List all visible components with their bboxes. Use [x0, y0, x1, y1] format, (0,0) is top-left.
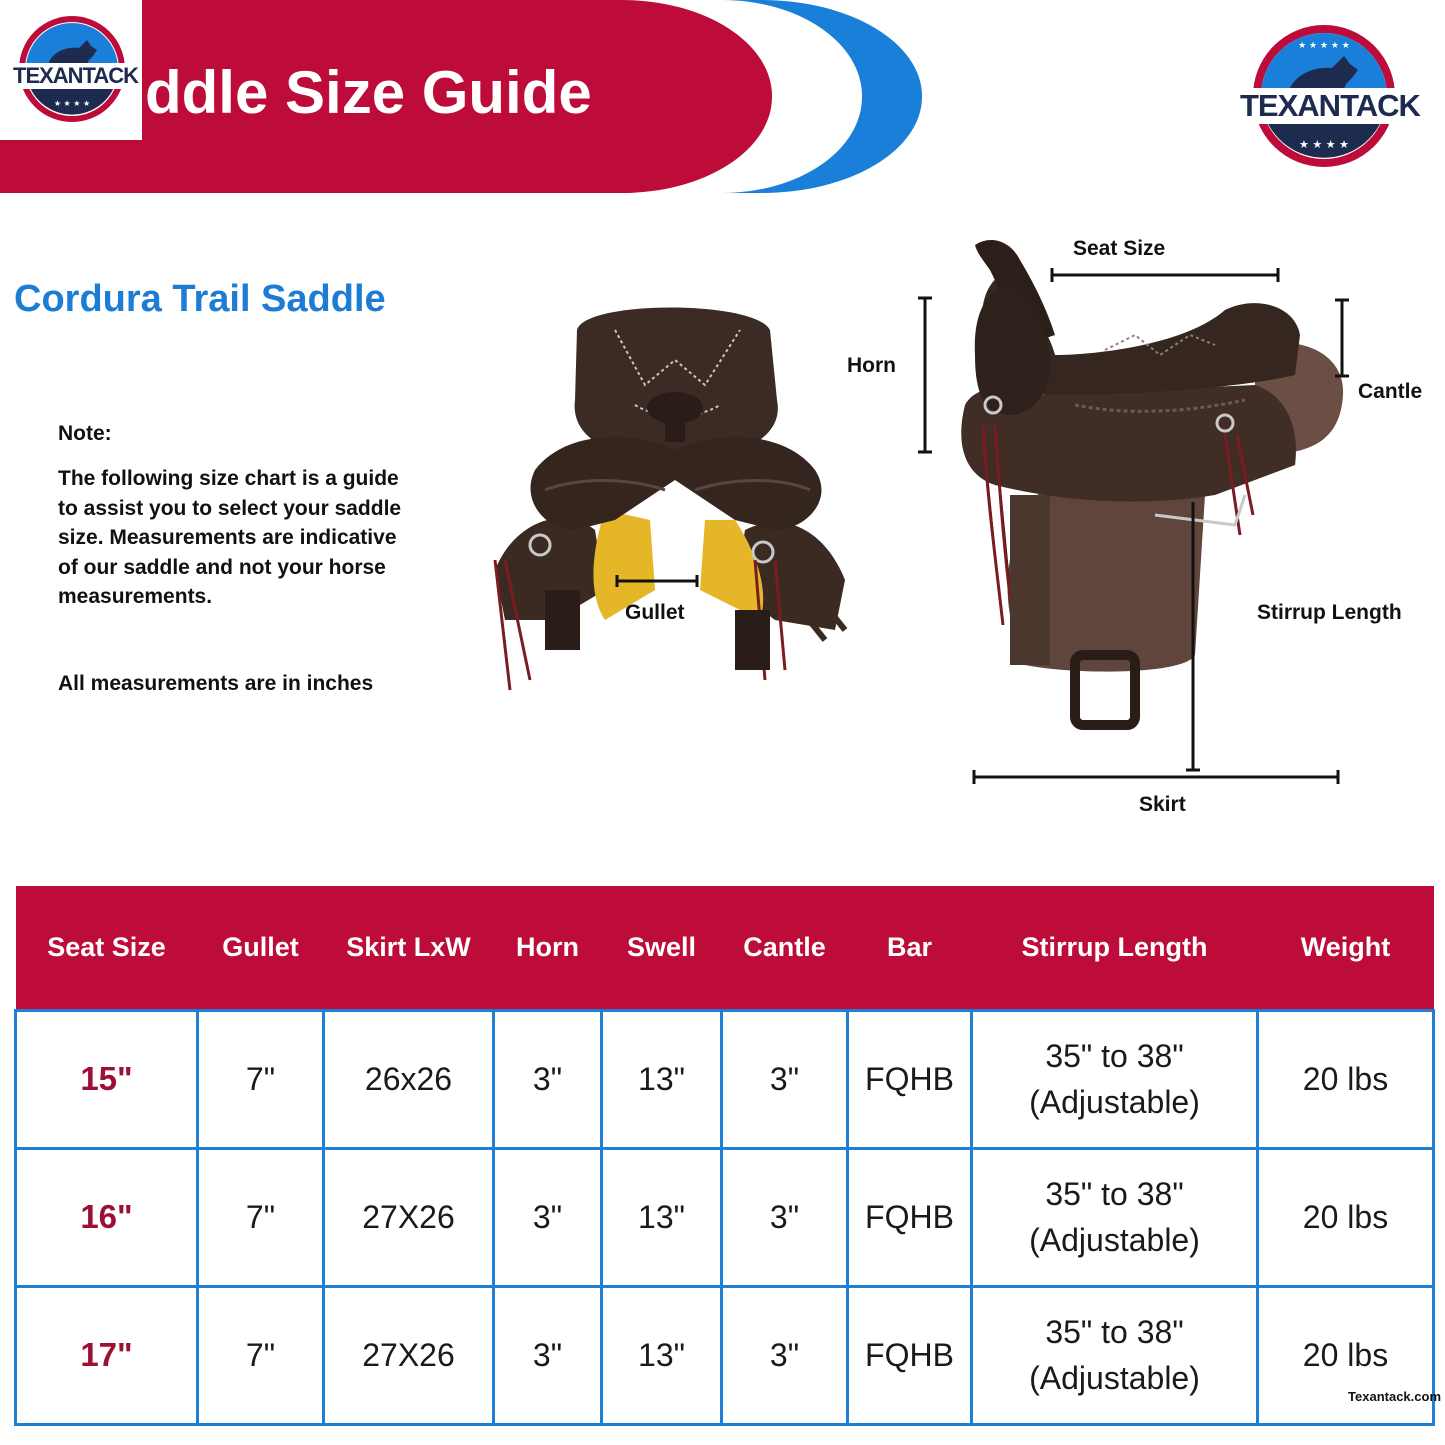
cell-seat-size: 17" [16, 1286, 198, 1424]
stirrup-note: (Adjustable) [1029, 1084, 1200, 1121]
note-units: All measurements are in inches [58, 672, 374, 695]
cell-bar: FQHB [848, 1010, 972, 1148]
logo-wordmark: TEXANTACK [13, 63, 139, 88]
cell-stirrup-length [972, 1148, 1258, 1286]
svg-text:★ ★ ★ ★: ★ ★ ★ ★ [1299, 138, 1349, 151]
product-title: Cordura Trail Saddle [14, 278, 386, 320]
logo-wordmark: TEXANTACK [1240, 88, 1420, 123]
cell-stirrup-length [972, 1010, 1258, 1148]
svg-text:★ ★ ★ ★ ★: ★ ★ ★ ★ ★ [1298, 41, 1350, 51]
cell-skirt: 27X26 [324, 1148, 494, 1286]
svg-text:★ ★ ★ ★: ★ ★ ★ ★ [53, 99, 91, 108]
cell-skirt: 27X26 [324, 1286, 494, 1424]
cell-horn: 3" [494, 1010, 602, 1148]
header-swell: Swell [602, 886, 722, 1010]
table-row [16, 1148, 1434, 1286]
cell-bar: FQHB [848, 1148, 972, 1286]
skirt-label: Skirt [1139, 793, 1186, 816]
cell-swell: 13" [602, 1010, 722, 1148]
cantle-label: Cantle [1358, 380, 1423, 403]
stirrup-note: (Adjustable) [1029, 1222, 1200, 1259]
saddle-front-illustration [485, 290, 860, 700]
header-cantle: Cantle [722, 886, 848, 1010]
size-chart-table [14, 886, 1435, 1426]
horn-label: Horn [847, 354, 896, 377]
note-heading: Note: [58, 422, 112, 445]
header-stirrup-length: Stirrup Length [972, 886, 1258, 1010]
cell-seat-size: 15" [16, 1010, 198, 1148]
brand-logo-small [13, 16, 139, 122]
website-link[interactable]: Texantack.com [1348, 1389, 1441, 1404]
table-row [16, 1286, 1434, 1424]
header-weight: Weight [1258, 886, 1434, 1010]
stirrup-length-label: Stirrup Length [1257, 601, 1402, 624]
cell-swell: 13" [602, 1148, 722, 1286]
page-title: ddle Size Guide [145, 59, 592, 126]
gullet-measure-line [614, 574, 700, 588]
cell-gullet: 7" [198, 1010, 324, 1148]
cell-swell: 13" [602, 1286, 722, 1424]
table-header-row [16, 886, 1434, 1010]
note-body: The following size chart is a guide to assist you to select your saddle size. Measurements are indicative of our saddle and not your horse measurements. [58, 467, 402, 609]
side-measure-lines [915, 262, 1355, 792]
cell-skirt: 26x26 [324, 1010, 494, 1148]
header-horn: Horn [494, 886, 602, 1010]
cell-horn: 3" [494, 1286, 602, 1424]
brand-logo-large [1240, 24, 1420, 168]
header-skirt: Skirt LxW [324, 886, 494, 1010]
cell-weight: 20 lbs [1258, 1148, 1434, 1286]
stirrup-range: 35" to 38" [1045, 1175, 1184, 1212]
stirrup-range: 35" to 38" [1045, 1314, 1184, 1351]
cell-cantle: 3" [722, 1286, 848, 1424]
stirrup-range: 35" to 38" [1045, 1037, 1184, 1074]
cell-cantle: 3" [722, 1010, 848, 1148]
cell-weight: 20 lbs [1258, 1010, 1434, 1148]
header-gullet: Gullet [198, 886, 324, 1010]
table-row [16, 1010, 1434, 1148]
stirrup-note: (Adjustable) [1029, 1360, 1200, 1397]
cell-bar: FQHB [848, 1286, 972, 1424]
seat-size-label: Seat Size [1073, 237, 1166, 260]
cell-gullet: 7" [198, 1286, 324, 1424]
gullet-label: Gullet [625, 601, 685, 624]
cell-cantle: 3" [722, 1148, 848, 1286]
cell-seat-size: 16" [16, 1148, 198, 1286]
cell-gullet: 7" [198, 1148, 324, 1286]
header-seat-size: Seat Size [16, 886, 198, 1010]
header-bar: Bar [848, 886, 972, 1010]
cell-stirrup-length [972, 1286, 1258, 1424]
cell-horn: 3" [494, 1148, 602, 1286]
cell-weight: 20 lbs [1258, 1286, 1434, 1424]
